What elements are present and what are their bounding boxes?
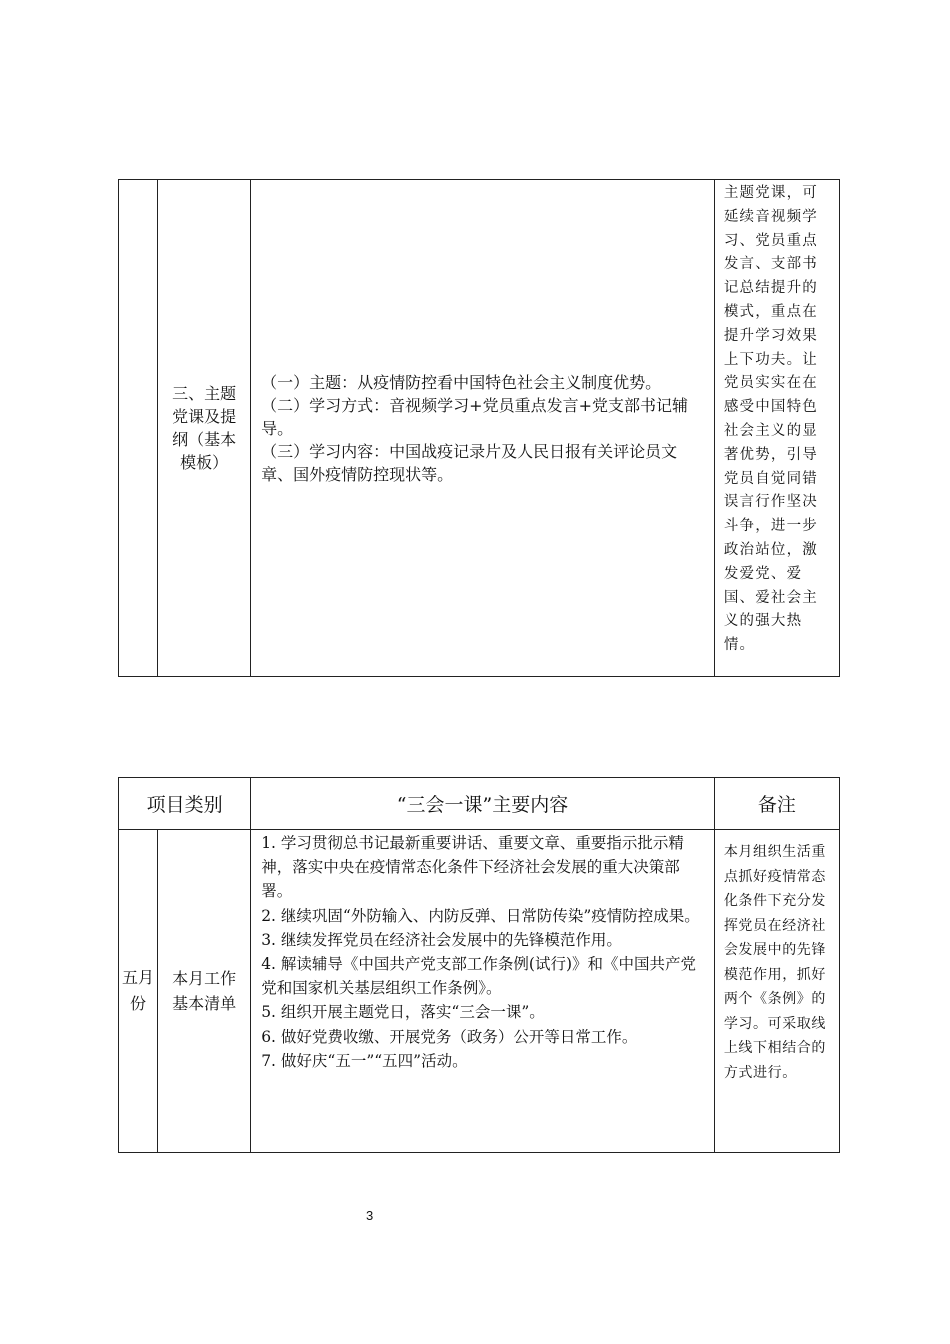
empty-cell [119,180,158,677]
study-content-line: （三）学习内容：中国战疫记录片及人民日报有关评论员文章、国外疫情防控现状等。 [261,441,678,484]
row-label: 本月工作基本清单 [158,830,251,1153]
checklist-item: 7. 做好庆“五一”“五四”活动。 [261,1051,468,1070]
section-note: 主题党课，可延续音视频学习、党员重点发言、支部书记总结提升的模式，重点在提升学习效果上下功夫。让党员实实在在感受中国特色社会主义的显著优势，引导党员自觉同错误言行作坚决斗争，进一步政治站位，激发爱党、爱国、爱社会主义的强大热情。 [714,180,839,677]
checklist-note: 本月组织生活重点抓好疫情常态化条件下充分发挥党员在经济社会发展中的先锋模范作用，抓好两个《条例》的学习。可采取线上线下相结合的方式进行。 [714,830,839,1153]
checklist-item: 5. 组织开展主题党日，落实“三会一课”。 [261,1003,545,1022]
header-category: 项目类别 [119,778,251,830]
page-number: 3 [366,1208,374,1223]
monthly-checklist-table [118,777,840,1153]
month-cell: 五月份 [119,830,158,1153]
header-note: 备注 [714,778,839,830]
checklist-item: 6. 做好党费收缴、开展党务（政务）公开等日常工作。 [261,1027,638,1046]
header-content: “三会一课”主要内容 [251,778,715,830]
checklist-item: 4. 解读辅导《中国共产党支部工作条例(试行)》和《中国共产党党和国家机关基层组织工作条例》。 [261,955,696,998]
checklist-item: 2. 继续巩固“外防输入、内防反弹、日常防传染”疫情防控成果。 [261,906,700,925]
checklist-item: 3. 继续发挥党员在经济社会发展中的先锋模范作用。 [261,930,622,949]
theme-line: （一）主题：从疫情防控看中国特色社会主义制度优势。 [261,372,662,392]
section-label: 三、主题党课及提纲（基本模板） [158,180,251,677]
checklist-item: 1. 学习贯彻总书记最新重要讲话、重要文章、重要指示批示精神，落实中央在疫情常态化条件下经济社会发展的重大决策部署。 [261,834,684,901]
study-method-line: （二）学习方式：音视频学习+党员重点发言+党支部书记辅导。 [261,395,688,438]
theme-lecture-table [118,179,840,677]
section-content [251,180,715,677]
checklist-content [251,830,715,1153]
